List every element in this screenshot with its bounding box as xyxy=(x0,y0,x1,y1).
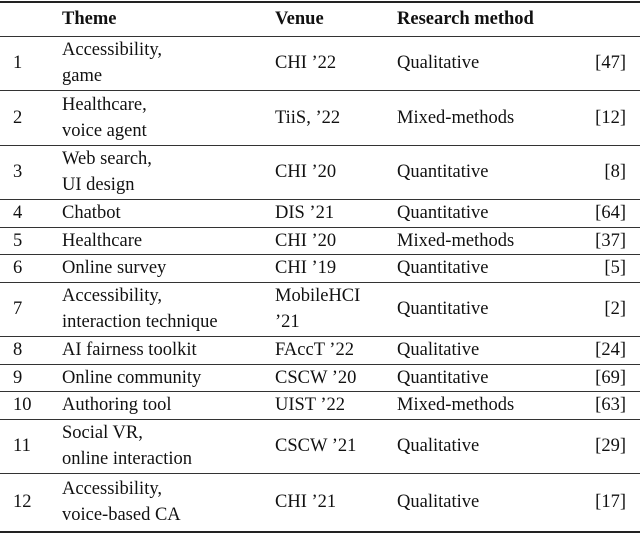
header-num xyxy=(0,2,62,36)
venue-cell-line: DIS ’21 xyxy=(275,203,335,224)
row-number: 1 xyxy=(13,53,23,74)
header-venue: Venue xyxy=(275,9,324,30)
venue-cell xyxy=(275,474,397,532)
venue-cell xyxy=(275,145,397,200)
theme-cell-line: Online community xyxy=(62,367,202,388)
table-row xyxy=(0,227,640,255)
row-number: 11 xyxy=(13,436,31,457)
reference-cell: [64] xyxy=(595,203,626,224)
venue-cell-line: MobileHCI xyxy=(275,286,361,307)
theme-cell-line: interaction technique xyxy=(62,312,218,333)
theme-cell-line: Chatbot xyxy=(62,203,121,224)
theme-cell-line: game xyxy=(62,66,103,87)
reference-cell: [2] xyxy=(604,299,626,320)
row-number: 7 xyxy=(13,299,23,320)
row-number: 5 xyxy=(13,230,23,251)
theme-cell-line: Accessibility, xyxy=(62,286,163,307)
row-number: 8 xyxy=(13,340,23,361)
theme-cell xyxy=(62,337,275,365)
row-number: 9 xyxy=(13,367,23,388)
theme-cell xyxy=(62,364,275,392)
method-cell: Quantitative xyxy=(397,367,489,388)
venue-cell-line: CHI ’20 xyxy=(275,230,337,251)
reference-cell: [69] xyxy=(595,367,626,388)
venue-cell xyxy=(275,255,397,283)
table-row xyxy=(0,145,640,200)
venue-cell-line: CHI ’20 xyxy=(275,162,337,183)
theme-cell-line: Online survey xyxy=(62,258,167,279)
method-cell: Quantitative xyxy=(397,203,489,224)
theme-cell-line: Healthcare, xyxy=(62,94,147,115)
table-row xyxy=(0,419,640,474)
venue-cell xyxy=(275,419,397,474)
venue-cell-line: UIST ’22 xyxy=(275,395,346,416)
theme-cell-line: Accessibility, xyxy=(62,479,163,500)
theme-cell xyxy=(62,227,275,255)
theme-cell-line: voice-based CA xyxy=(62,505,181,526)
table-row xyxy=(0,474,640,532)
reference-cell: [5] xyxy=(604,258,626,279)
table-row xyxy=(0,91,640,146)
table-row xyxy=(0,364,640,392)
theme-cell-line: UI design xyxy=(62,175,135,196)
theme-cell-line: Healthcare xyxy=(62,230,143,251)
method-cell: Mixed-methods xyxy=(397,230,515,251)
reference-cell: [63] xyxy=(595,395,626,416)
venue-cell xyxy=(275,282,397,337)
venue-cell xyxy=(275,91,397,146)
venue-cell-line: CSCW ’20 xyxy=(275,367,357,388)
table-row xyxy=(0,36,640,91)
row-number: 3 xyxy=(13,162,23,183)
table-row xyxy=(0,392,640,420)
theme-cell xyxy=(62,282,275,337)
header-row xyxy=(0,2,640,36)
theme-cell xyxy=(62,91,275,146)
row-number: 12 xyxy=(13,492,32,513)
method-cell: Mixed-methods xyxy=(397,395,515,416)
venue-cell-line: ’21 xyxy=(275,312,300,333)
reference-cell: [24] xyxy=(595,340,626,361)
venue-cell-line: FAccT ’22 xyxy=(275,340,354,361)
venue-cell xyxy=(275,227,397,255)
reference-cell: [8] xyxy=(604,162,626,183)
header-method: Research method xyxy=(397,9,534,30)
theme-cell xyxy=(62,255,275,283)
header-ref xyxy=(577,2,640,36)
reference-cell: [37] xyxy=(595,230,626,251)
theme-cell-line: voice agent xyxy=(62,120,147,141)
reference-cell: [12] xyxy=(595,107,626,128)
method-cell: Quantitative xyxy=(397,162,489,183)
venue-cell-line: CHI ’22 xyxy=(275,53,337,74)
table-row xyxy=(0,282,640,337)
theme-cell xyxy=(62,36,275,91)
reference-cell: [29] xyxy=(595,436,626,457)
studies-table xyxy=(0,1,640,533)
venue-cell-line: CSCW ’21 xyxy=(275,436,357,457)
venue-cell-line: CHI ’21 xyxy=(275,492,337,513)
theme-cell xyxy=(62,200,275,228)
venue-cell xyxy=(275,392,397,420)
header-theme: Theme xyxy=(62,9,117,30)
venue-cell xyxy=(275,200,397,228)
reference-cell: [47] xyxy=(595,53,626,74)
venue-cell xyxy=(275,337,397,365)
theme-cell xyxy=(62,145,275,200)
row-number: 10 xyxy=(13,395,32,416)
method-cell: Mixed-methods xyxy=(397,107,515,128)
theme-cell xyxy=(62,392,275,420)
theme-cell-line: online interaction xyxy=(62,449,192,470)
theme-cell-line: Authoring tool xyxy=(62,395,172,416)
row-number: 6 xyxy=(13,258,23,279)
theme-cell xyxy=(62,474,275,532)
theme-cell-line: Accessibility, xyxy=(62,40,163,61)
table-row xyxy=(0,337,640,365)
row-number: 4 xyxy=(13,203,23,224)
method-cell: Qualitative xyxy=(397,340,480,361)
venue-cell xyxy=(275,364,397,392)
method-cell: Quantitative xyxy=(397,258,489,279)
method-cell: Qualitative xyxy=(397,53,480,74)
theme-cell-line: AI fairness toolkit xyxy=(62,340,197,361)
method-cell: Qualitative xyxy=(397,436,480,457)
method-cell: Qualitative xyxy=(397,492,480,513)
venue-cell xyxy=(275,36,397,91)
venue-cell-line: TiiS, ’22 xyxy=(275,107,341,128)
reference-cell: [17] xyxy=(595,492,626,513)
venue-cell-line: CHI ’19 xyxy=(275,258,337,279)
theme-cell xyxy=(62,419,275,474)
table-row xyxy=(0,255,640,283)
method-cell: Quantitative xyxy=(397,299,489,320)
row-number: 2 xyxy=(13,107,23,128)
theme-cell-line: Web search, xyxy=(62,149,152,170)
table-row xyxy=(0,200,640,228)
theme-cell-line: Social VR, xyxy=(62,423,143,444)
